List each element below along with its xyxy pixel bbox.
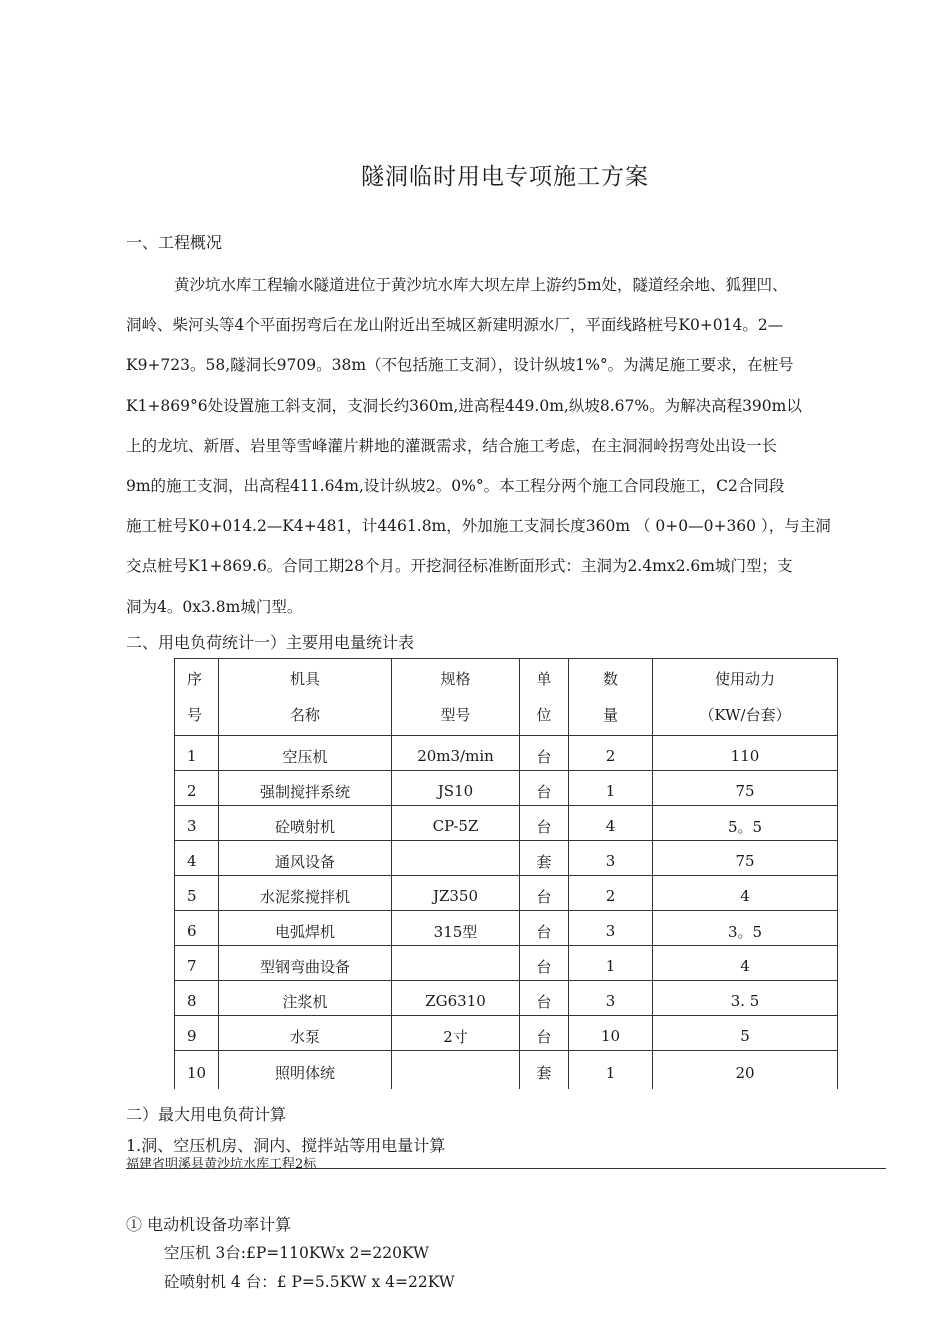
cell-model	[392, 1051, 520, 1089]
calc-line: 砼喷射机 4 台：£ P=5.5KW x 4=22KW	[164, 1273, 455, 1291]
cell-power: 75	[653, 771, 838, 806]
header-cell-quantity: 数 量	[569, 659, 653, 736]
cell-unit: 套	[520, 841, 569, 876]
cell-quantity: 3	[569, 841, 653, 876]
power-usage-table	[174, 658, 838, 1089]
table-row	[175, 736, 838, 771]
page-title: 隧洞临时用电专项施工方案	[361, 164, 649, 190]
cell-index: 6	[175, 911, 219, 946]
cell-name: 水泵	[219, 1016, 392, 1051]
cell-quantity: 4	[569, 806, 653, 841]
cell-index: 2	[175, 771, 219, 806]
cell-quantity: 10	[569, 1016, 653, 1051]
cell-model: JS10	[392, 771, 520, 806]
cell-unit: 台	[520, 876, 569, 911]
paragraph-line: 洞岭、柴河头等4个平面拐弯后在龙山附近出至城区新建明源水厂，平面线路桩号K0+014。2—	[126, 316, 784, 334]
cell-name: 电弧焊机	[219, 911, 392, 946]
table-row	[175, 1051, 838, 1089]
cell-name: 通风设备	[219, 841, 392, 876]
cell-unit: 台	[520, 771, 569, 806]
cell-quantity: 3	[569, 981, 653, 1016]
cell-index: 4	[175, 841, 219, 876]
cell-power: 5。5	[653, 806, 838, 841]
header-cell-model: 规格 型号	[392, 659, 520, 736]
cell-model: JZ350	[392, 876, 520, 911]
cell-unit: 台	[520, 981, 569, 1016]
header-cell-name: 机具 名称	[219, 659, 392, 736]
cell-unit: 台	[520, 806, 569, 841]
cell-power: 3. 5	[653, 981, 838, 1016]
cell-quantity: 2	[569, 736, 653, 771]
paragraph-line: 9m的施工支洞，出高程411.64m,设计纵坡2。0%°。本工程分两个施工合同段施工，C2合同段	[126, 477, 785, 495]
section-heading-overview: 一、工程概况	[126, 233, 223, 252]
cell-model: 315型	[392, 911, 520, 946]
cell-unit: 套	[520, 1051, 569, 1089]
paragraph-line: 施工桩号K0+014.2—K4+481，计4461.8m，外加施工支洞长度360m （ 0+0—0+360 ），与主洞	[126, 517, 831, 535]
cell-index: 8	[175, 981, 219, 1016]
cell-index: 3	[175, 806, 219, 841]
cell-quantity: 1	[569, 1051, 653, 1089]
cell-model	[392, 946, 520, 981]
paragraph-line: 上的龙坑、新厝、岩里等雪峰灌片耕地的灌溉需求，结合施工考虑，在主洞洞岭拐弯处出设一长	[126, 437, 778, 455]
cell-model: CP-5Z	[392, 806, 520, 841]
cell-model: ZG6310	[392, 981, 520, 1016]
footer-divider	[126, 1168, 886, 1169]
page-footer: 福建省明溪县黄沙坑水库工程2标	[126, 1157, 317, 1172]
paragraph-line: 交点桩号K1+869.6。合同工期28个月。开挖洞径标准断面形式：主洞为2.4mx2.6m城门型；支	[126, 557, 793, 575]
section-heading-motor-power: ① 电动机设备功率计算	[126, 1215, 292, 1234]
cell-unit: 台	[520, 911, 569, 946]
header-cell-power: 使用动力 （KW/台套）	[653, 659, 838, 736]
cell-quantity: 2	[569, 876, 653, 911]
table-row	[175, 841, 838, 876]
cell-unit: 台	[520, 946, 569, 981]
cell-power: 3。5	[653, 911, 838, 946]
cell-power: 4	[653, 876, 838, 911]
header-cell-index: 序 号	[175, 659, 219, 736]
table-row	[175, 876, 838, 911]
cell-name: 水泥浆搅拌机	[219, 876, 392, 911]
section-heading-load-stats: 二、用电负荷统计一）主要用电量统计表	[126, 633, 415, 652]
section-heading-max-load: 二）最大用电负荷计算	[126, 1105, 287, 1124]
cell-power: 75	[653, 841, 838, 876]
cell-power: 20	[653, 1051, 838, 1089]
table-row	[175, 911, 838, 946]
cell-model: 2寸	[392, 1016, 520, 1051]
cell-index: 9	[175, 1016, 219, 1051]
table-row	[175, 771, 838, 806]
cell-index: 7	[175, 946, 219, 981]
cell-index: 5	[175, 876, 219, 911]
cell-quantity: 1	[569, 946, 653, 981]
table-header-row	[175, 659, 838, 736]
cell-name: 照明体统	[219, 1051, 392, 1089]
header-cell-unit: 单 位	[520, 659, 569, 736]
cell-quantity: 3	[569, 911, 653, 946]
subheading-load-calc: 1.洞、空压机房、洞内、搅拌站等用电量计算	[126, 1136, 446, 1155]
cell-name: 砼喷射机	[219, 806, 392, 841]
cell-power: 110	[653, 736, 838, 771]
table-row	[175, 946, 838, 981]
cell-power: 5	[653, 1016, 838, 1051]
cell-quantity: 1	[569, 771, 653, 806]
cell-index: 1	[175, 736, 219, 771]
cell-model	[392, 841, 520, 876]
cell-unit: 台	[520, 1016, 569, 1051]
cell-model: 20m3/min	[392, 736, 520, 771]
paragraph-line: K9+723。58,隧洞长9709。38m（不包括施工支洞），设计纵坡1%°。为满足施工要求，在桩号	[126, 356, 794, 374]
paragraph-line: 洞为4。0x3.8m城门型。	[126, 598, 303, 616]
cell-power: 4	[653, 946, 838, 981]
cell-index: 10	[175, 1051, 219, 1089]
table-row	[175, 1016, 838, 1051]
cell-name: 强制搅拌系统	[219, 771, 392, 806]
paragraph-line: 黄沙坑水库工程输水隧道进位于黄沙坑水库大坝左岸上游约5m处，隧道经余地、狐狸凹、	[174, 276, 788, 294]
table-row	[175, 806, 838, 841]
cell-unit: 台	[520, 736, 569, 771]
cell-name: 空压机	[219, 736, 392, 771]
calc-line: 空压机 3台:£P=110KWx 2=220KW	[164, 1244, 429, 1262]
paragraph-line: K1+869°6处设置施工斜支洞，支洞长约360m,进高程449.0m,纵坡8.67%。为解决高程390m以	[126, 397, 802, 415]
cell-name: 型钢弯曲设备	[219, 946, 392, 981]
cell-name: 注浆机	[219, 981, 392, 1016]
table-row	[175, 981, 838, 1016]
